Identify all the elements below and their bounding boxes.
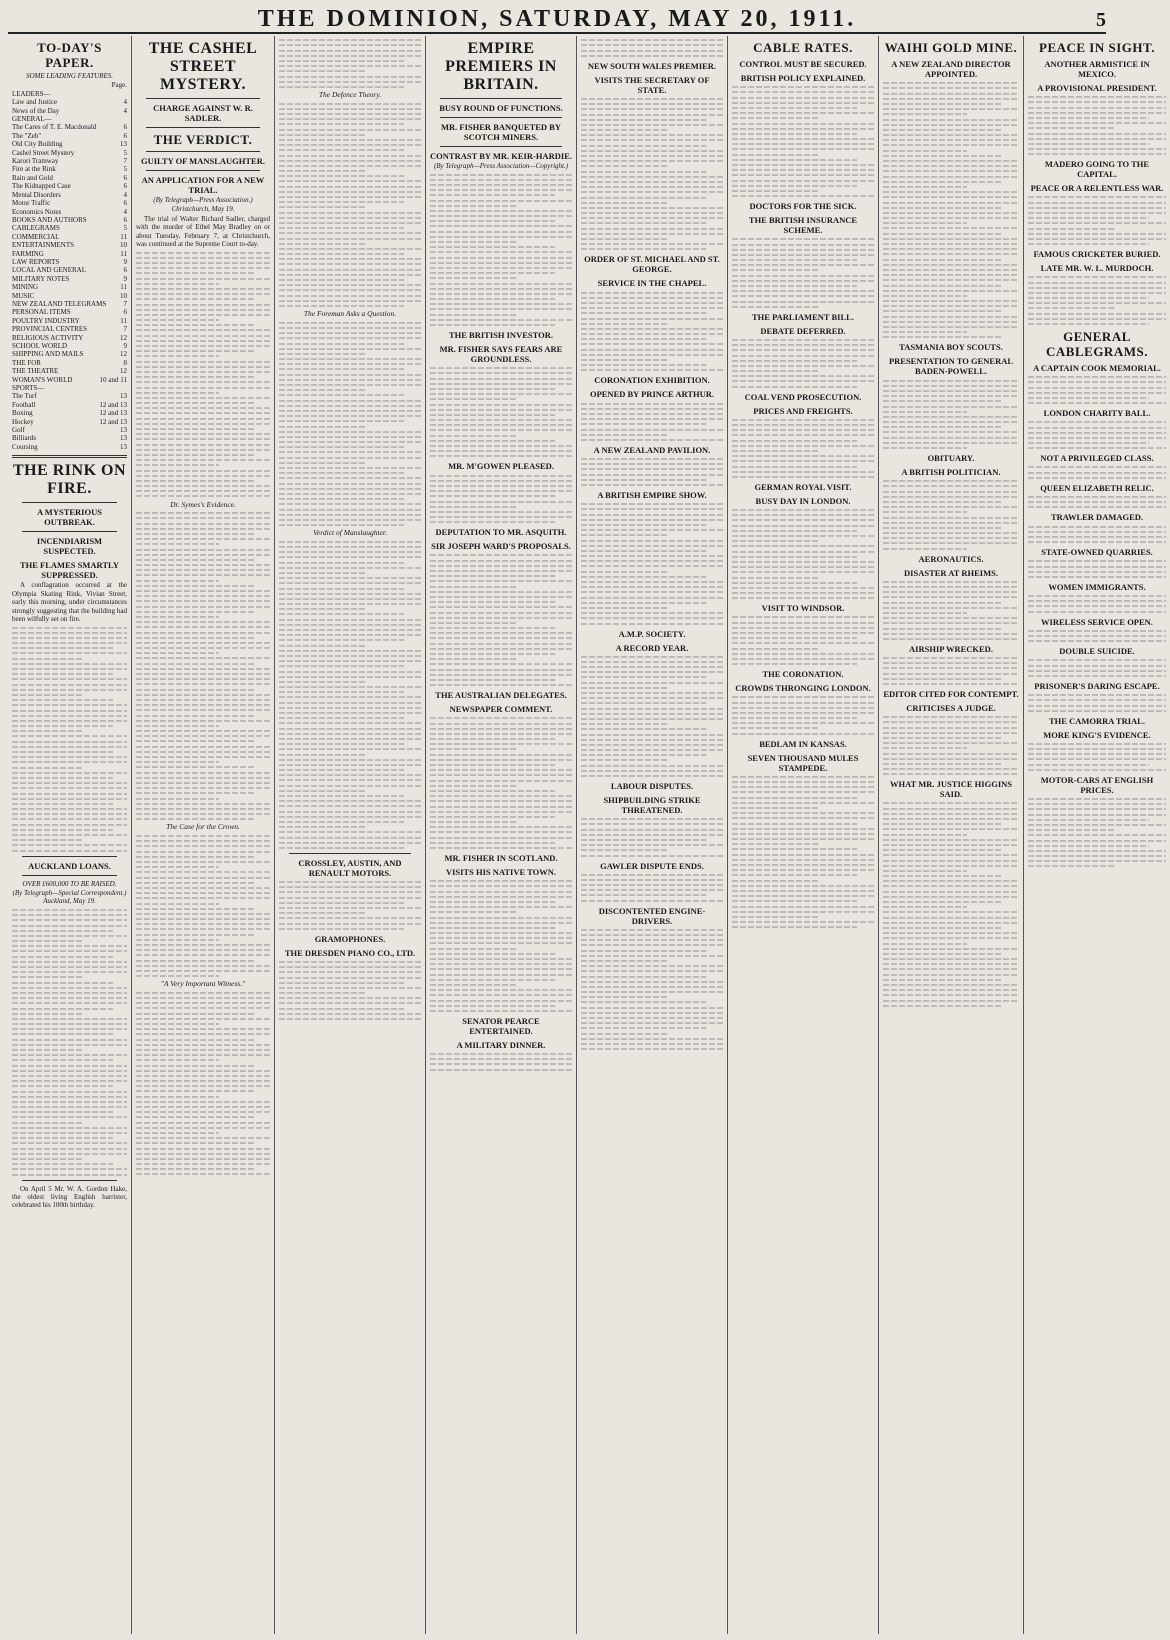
h-waihi: WAIHI GOLD MINE. <box>884 40 1018 55</box>
col3-sub1: The Defence Theory. <box>318 90 382 100</box>
index-label: Fire at the Rink <box>12 165 56 174</box>
column-8 <box>1024 36 1170 1634</box>
index-row <box>12 275 127 283</box>
columns <box>8 36 1164 1634</box>
index-row <box>12 149 127 157</box>
index-label: SHIPPING AND MAILS <box>12 350 84 359</box>
index-page: 6 <box>123 182 127 191</box>
h-insurance: THE BRITISH INSURANCE SCHEME. <box>748 215 858 236</box>
index-subheading: SOME LEADING FEATURES. <box>25 72 114 80</box>
index-page: 6 <box>123 199 127 208</box>
index-row <box>12 132 127 140</box>
h-crowds: CROWDS THRONGING LONDON. <box>735 683 871 694</box>
auckland-dateline: (By Telegraph—Special Correspondent.) Auckland, May 19. <box>12 888 127 906</box>
index-label: WOMAN'S WORLD <box>12 375 73 384</box>
premiers-heading: EMPIRE PREMIERS IN BRITAIN. <box>445 40 557 93</box>
h-deputation: DEPUTATION TO MR. ASQUITH. <box>435 527 567 538</box>
h-nsw: NEW SOUTH WALES PREMIER. <box>587 60 717 71</box>
index-row <box>12 384 127 392</box>
index-row <box>12 334 127 342</box>
h-camorra: THE CAMORRA TRIAL. <box>1049 715 1145 726</box>
index-page: 4 <box>123 106 127 115</box>
index-row <box>12 157 127 165</box>
index-page: 12 <box>120 333 127 342</box>
h-cable: CABLE RATES. <box>753 40 853 55</box>
index-page: 5 <box>123 224 127 233</box>
cashel-verdict: THE VERDICT. <box>153 132 253 147</box>
index-label: THE THEATRE <box>12 367 59 376</box>
index-label: PROVINCIAL CENTRES <box>12 325 87 334</box>
column-4 <box>426 36 577 1634</box>
column-3 <box>275 36 426 1634</box>
index-row <box>12 199 127 207</box>
rink-sub3: THE FLAMES SMARTLY SUPPRESSED. <box>19 560 120 581</box>
h-windsor: VISIT TO WINDSOR. <box>761 603 845 614</box>
index-label: News of the Day <box>12 106 60 115</box>
index-page: 9 <box>123 342 127 350</box>
index-label: MINING <box>12 283 39 292</box>
h-gawler: GAWLER DISPUTE ENDS. <box>600 860 704 871</box>
column-1 <box>8 36 132 1634</box>
index-page: 9 <box>123 274 127 283</box>
masthead-title: THE DOMINION, SATURDAY, MAY 20, 1911. <box>257 6 857 32</box>
index-page: 8 <box>123 358 127 367</box>
col3-sub3: Verdict of Manslaughter. <box>313 528 387 538</box>
index-row <box>12 409 127 417</box>
h-murdoch: LATE MR. W. L. MURDOCH. <box>1040 263 1154 274</box>
h-newspaper: NEWSPAPER COMMENT. <box>449 704 553 715</box>
index-label: The "Zeb" <box>12 131 42 140</box>
h-peace: PEACE IN SIGHT. <box>1039 40 1155 55</box>
column-5 <box>577 36 728 1634</box>
index-page: 4 <box>123 190 127 199</box>
index-label: SCHOOL WORLD <box>12 342 68 350</box>
rink-sub1: A MYSTERIOUS OUTBREAK. <box>37 507 102 528</box>
index-row <box>12 140 127 148</box>
h-editor: EDITOR CITED FOR CONTEMPT. <box>883 689 1019 699</box>
index-row <box>12 443 127 451</box>
h-criticises: CRITICISES A JUDGE. <box>906 703 996 713</box>
rink-heading: THE RINK ON FIRE. <box>12 462 127 498</box>
index-row <box>12 165 127 173</box>
h-visits: VISITS THE SECRETARY OF STATE. <box>594 74 710 95</box>
h-ward: SIR JOSEPH WARD'S PROPOSALS. <box>431 541 571 552</box>
col3-ad2-heading: GRAMOPHONES. <box>314 933 386 944</box>
index-page: 10 <box>120 291 127 300</box>
premiers-source: (By Telegraph—Press Association—Copyright.) <box>433 162 569 170</box>
h-dinner: A MILITARY DINNER. <box>456 1039 546 1050</box>
h-quarries: STATE-OWNED QUARRIES. <box>1041 547 1153 558</box>
index-page: 11 <box>120 232 127 241</box>
index-label: RELIGIOUS ACTIVITY <box>12 333 84 342</box>
h-scouts: TASMANIA BOY SCOUTS. <box>899 342 1003 353</box>
index-label: BOOKS AND AUTHORS <box>12 215 87 224</box>
col3-ad-heading: CROSSLEY, AUSTIN, AND RENAULT MOTORS. <box>298 857 402 878</box>
h-scotland: MR. FISHER IN SCOTLAND. <box>444 853 558 864</box>
index-page: 13 <box>120 434 127 443</box>
h-discontent: DISCONTENTED ENGINE-DRIVERS. <box>598 905 706 926</box>
index-row <box>12 216 127 224</box>
index-row <box>12 418 127 426</box>
h-women: WOMEN IMMIGRANTS. <box>1048 581 1146 592</box>
cashel-body: The trial of Walter Richard Sadler, charged with the murder of Ethel May Bradley on or about Tuesday, February 7, at Christchurch, was continued at the Supreme Court to-day. <box>136 214 270 249</box>
index-row <box>12 250 127 258</box>
h-cook: A CAPTAIN COOK MEMORIAL. <box>1033 363 1161 373</box>
index-page: 10 <box>120 241 127 250</box>
index-label: FARMING <box>12 249 44 258</box>
index-page: 12 and 13 <box>99 417 127 426</box>
index-row <box>12 115 127 123</box>
index-label: Golf <box>12 426 25 435</box>
index-row <box>12 342 127 350</box>
h-busy: BUSY DAY IN LONDON. <box>755 495 851 506</box>
index-row <box>12 392 127 400</box>
index-list <box>12 81 127 451</box>
h-debate: DEBATE DEFERRED. <box>760 325 846 336</box>
index-page: 7 <box>123 325 127 334</box>
index-page: 13 <box>120 392 127 401</box>
col1-footer: On April 5 Mr. W. A. Gordon Hake, the oldest living English barrister, celebrated his 100th birthday. <box>12 1184 127 1210</box>
index-page: 9 <box>123 257 127 266</box>
column-7 <box>879 36 1024 1634</box>
h-coronation-exhibition: CORONATION EXHIBITION. <box>594 375 710 386</box>
h-control: CONTROL MUST BE SECURED. <box>739 59 867 69</box>
index-row <box>12 350 127 358</box>
index-page: 6 <box>123 173 127 182</box>
h-king: MORE KING'S EVIDENCE. <box>1043 729 1151 740</box>
h-general: GENERAL CABLEGRAMS. <box>1046 329 1148 359</box>
index-row <box>12 233 127 241</box>
cashel-source: (By Telegraph—Press Association.) <box>153 196 253 204</box>
h-strike: SHIPBUILDING STRIKE THREATENED. <box>603 795 701 815</box>
index-page: 4 <box>123 98 127 107</box>
index-label: LEADERS— <box>12 89 51 98</box>
h-charity: LONDON CHARITY BALL. <box>1043 408 1151 419</box>
h-madero: MADERO GOING TO THE CAPITAL. <box>1044 159 1150 180</box>
cashel-sub1: Dr. Symes's Evidence. <box>170 499 236 509</box>
index-page: 6 <box>123 215 127 224</box>
h-armistice: ANOTHER ARMISTICE IN MEXICO. <box>1044 59 1150 79</box>
index-row <box>12 426 127 434</box>
h-record: A RECORD YEAR. <box>615 642 689 653</box>
h-aero: AERONAUTICS. <box>918 553 984 564</box>
index-row <box>12 266 127 274</box>
index-label: Football <box>12 400 36 409</box>
index-row <box>12 325 127 333</box>
index-label: MILITARY NOTES <box>12 274 70 283</box>
index-row <box>12 401 127 409</box>
index-row <box>12 98 127 106</box>
h-royal: GERMAN ROYAL VISIT. <box>754 481 852 492</box>
column-2 <box>132 36 275 1634</box>
index-label: Billiards <box>12 434 37 443</box>
h-suicide: DOUBLE SUICIDE. <box>1059 646 1135 657</box>
h-service: SERVICE IN THE CHAPEL. <box>597 278 707 289</box>
index-label: POULTRY INDUSTRY <box>12 316 80 325</box>
index-row <box>12 182 127 190</box>
h-war: PEACE OR A RELENTLESS WAR. <box>1030 183 1164 194</box>
h-amp: A.M.P. SOCIETY. <box>618 628 686 639</box>
index-label: CABLEGRAMS <box>12 224 60 233</box>
page-number: 5 <box>1096 9 1106 31</box>
index-row <box>12 300 127 308</box>
index-heading: TO-DAY'S PAPER. <box>37 40 102 70</box>
index-row <box>12 191 127 199</box>
h-coal: COAL VEND PROSECUTION. <box>744 391 862 402</box>
col3-sub2: The Foreman Asks a Question. <box>303 309 397 319</box>
h-director: A NEW ZEALAND DIRECTOR APPOINTED. <box>891 59 1011 79</box>
index-page: 6 <box>123 131 127 140</box>
h-mgowen: MR. M'GOWEN PLEASED. <box>448 461 554 472</box>
h-native: VISITS HIS NATIVE TOWN. <box>445 867 557 878</box>
index-page: 11 <box>120 316 127 325</box>
index-label: Law and Justice <box>12 98 58 107</box>
h-delegates: THE AUSTRALIAN DELEGATES. <box>435 690 567 701</box>
index-row <box>12 174 127 182</box>
premiers-sub2: MR. FISHER BANQUETED BY SCOTCH MINERS. <box>441 122 561 142</box>
index-label: The Cares of T. E. Macdonald <box>12 123 97 132</box>
index-row <box>12 224 127 232</box>
h-provisional: A PROVISIONAL PRESIDENT. <box>1037 83 1157 93</box>
h-motors: MOTOR-CARS AT ENGLISH PRICES. <box>1040 774 1154 795</box>
index-label: Karori Tramway <box>12 157 59 166</box>
index-row <box>12 208 127 216</box>
h-presentation: PRESENTATION TO GENERAL BADEN-POWELL. <box>888 356 1014 377</box>
cashel-heading: THE CASHEL STREET MYSTERY. <box>148 40 258 93</box>
h-stampede: SEVEN THOUSAND MULES STAMPEDE. <box>747 752 859 773</box>
rink-body: A conflagration occurred at the Olympia Skating Rink, Vivian Street, early this morning, under circumstances strongly suggesting that the building had been wilfully set on fire. <box>12 581 127 623</box>
index-page: 13 <box>120 442 127 451</box>
h-rheims: DISASTER AT RHEIMS. <box>904 567 998 578</box>
index-page-label: Page. <box>111 81 127 90</box>
index-label: PERSONAL ITEMS <box>12 308 71 317</box>
index-label: Cashel Street Mystery <box>12 148 75 157</box>
h-show: A BRITISH EMPIRE SHOW. <box>597 490 707 500</box>
index-row <box>12 283 127 291</box>
index-row <box>12 308 127 316</box>
index-page: 5 <box>123 148 127 157</box>
h-prices: PRICES AND FREIGHTS. <box>753 405 853 416</box>
index-row <box>12 123 127 131</box>
index-page: 11 <box>120 249 127 258</box>
index-label: Rain and Gold <box>12 173 53 182</box>
cashel-dateline: Christchurch, May 19. <box>171 205 235 214</box>
h-bedlam: BEDLAM IN KANSAS. <box>759 738 847 749</box>
h-judge: WHAT MR. JUSTICE HIGGINS SAID. <box>889 779 1012 800</box>
index-page: 13 <box>120 140 127 149</box>
index-label: Boxing <box>12 409 33 418</box>
index-label: LOCAL AND GENERAL <box>12 266 87 275</box>
index-page: 10 and 11 <box>99 375 127 384</box>
index-row <box>12 292 127 300</box>
h-privileged: NOT A PRIVILEGED CLASS. <box>1040 453 1154 464</box>
h-cricketer: FAMOUS CRICKETER BURIED. <box>1033 249 1161 260</box>
h-pavilion: A NEW ZEALAND PAVILION. <box>593 444 711 455</box>
h-pearce: SENATOR PEARCE ENTERTAINED. <box>462 1015 540 1036</box>
cashel-sub3: "A Very Important Witness." <box>160 979 246 989</box>
index-page: 6 <box>123 123 127 132</box>
h-opened: OPENED BY PRINCE ARTHUR. <box>589 389 715 400</box>
index-label: Economics Notes <box>12 207 62 216</box>
index-page: 7 <box>123 157 127 166</box>
h-investor: THE BRITISH INVESTOR. <box>448 330 553 341</box>
masthead <box>8 6 1106 34</box>
index-label: The Turf <box>12 392 37 401</box>
col3-ad2-name: THE DRESDEN PIANO CO., LTD. <box>284 947 416 958</box>
index-row <box>12 367 127 375</box>
index-page: 6 <box>123 266 127 275</box>
h-labour: LABOUR DISPUTES. <box>610 781 694 791</box>
index-label: Old City Building <box>12 140 63 149</box>
h-fears: MR. FISHER SAYS FEARS ARE GROUNDLESS. <box>439 344 563 365</box>
h-doctors: DOCTORS FOR THE SICK. <box>749 201 857 212</box>
rink-sub2: INCENDIARISM SUSPECTED. <box>36 536 103 557</box>
index-page: 12 and 13 <box>99 400 127 409</box>
h-coronation: THE CORONATION. <box>762 669 844 680</box>
index-row <box>12 434 127 442</box>
column-6 <box>728 36 879 1634</box>
index-page: 12 <box>120 350 127 359</box>
index-row <box>12 107 127 115</box>
h-airship: AIRSHIP WRECKED. <box>909 643 993 654</box>
index-label: SPORTS— <box>12 384 45 393</box>
premiers-sub1: BUSY ROUND OF FUNCTIONS. <box>439 103 563 113</box>
h-relic: QUEEN ELIZABETH RELIC. <box>1040 482 1154 493</box>
index-row <box>12 317 127 325</box>
index-label: ENTERTAINMENTS <box>12 241 75 250</box>
index-label: THE FOR <box>12 358 41 367</box>
h-wireless: WIRELESS SERVICE OPEN. <box>1041 616 1153 627</box>
index-page: 13 <box>120 426 127 435</box>
index-label: Mental Disorders <box>12 190 61 199</box>
h-policy: BRITISH POLICY EXPLAINED. <box>740 73 866 83</box>
premiers-sub3: CONTRAST BY MR. KEIR-HARDIE. <box>430 151 572 161</box>
index-label: The Kidnapped Case <box>12 182 71 191</box>
h-politician: A BRITISH POLITICIAN. <box>901 467 1001 477</box>
cashel-guilty: GUILTY OF MANSLAUGHTER. <box>141 156 265 166</box>
index-label: GENERAL— <box>12 115 52 124</box>
auckland-heading: AUCKLAND LOANS. <box>28 860 111 871</box>
cashel-charge: CHARGE AGAINST W. R. SADLER. <box>153 103 253 123</box>
index-label: NEW ZEALAND TELEGRAMS <box>12 299 107 308</box>
index-page: 6 <box>123 308 127 317</box>
index-label: MUSIC <box>12 291 35 300</box>
index-page: 5 <box>123 165 127 174</box>
index-row <box>12 359 127 367</box>
index-row <box>12 258 127 266</box>
index-label: Motor Traffic <box>12 199 51 208</box>
index-label: LAW REPORTS <box>12 257 60 266</box>
index-page: 12 and 13 <box>99 409 127 418</box>
index-row <box>12 376 127 384</box>
index-label: Hockey <box>12 417 34 426</box>
index-page: 7 <box>123 299 127 308</box>
h-trawler: TRAWLER DAMAGED. <box>1050 512 1144 523</box>
h-bill: THE PARLIAMENT BILL. <box>752 311 854 322</box>
h-order: ORDER OF ST. MICHAEL AND ST. GEORGE. <box>584 254 720 275</box>
index-page: 4 <box>123 207 127 216</box>
h-prisoner: PRISONER'S DARING ESCAPE. <box>1034 680 1160 691</box>
index-row <box>12 90 127 98</box>
index-label: Coursing <box>12 442 38 451</box>
h-obituary: OBITUARY. <box>927 453 975 463</box>
auckland-sub: OVER £600,000 TO BE RAISED. <box>22 879 117 888</box>
index-page: 12 <box>120 367 127 376</box>
cashel-sub2: The Case for the Crown. <box>166 822 240 832</box>
index-row <box>12 241 127 249</box>
index-label: COMMERCIAL <box>12 232 60 241</box>
index-page: 11 <box>120 283 127 292</box>
cashel-appeal: AN APPLICATION FOR A NEW TRIAL. <box>141 175 265 195</box>
